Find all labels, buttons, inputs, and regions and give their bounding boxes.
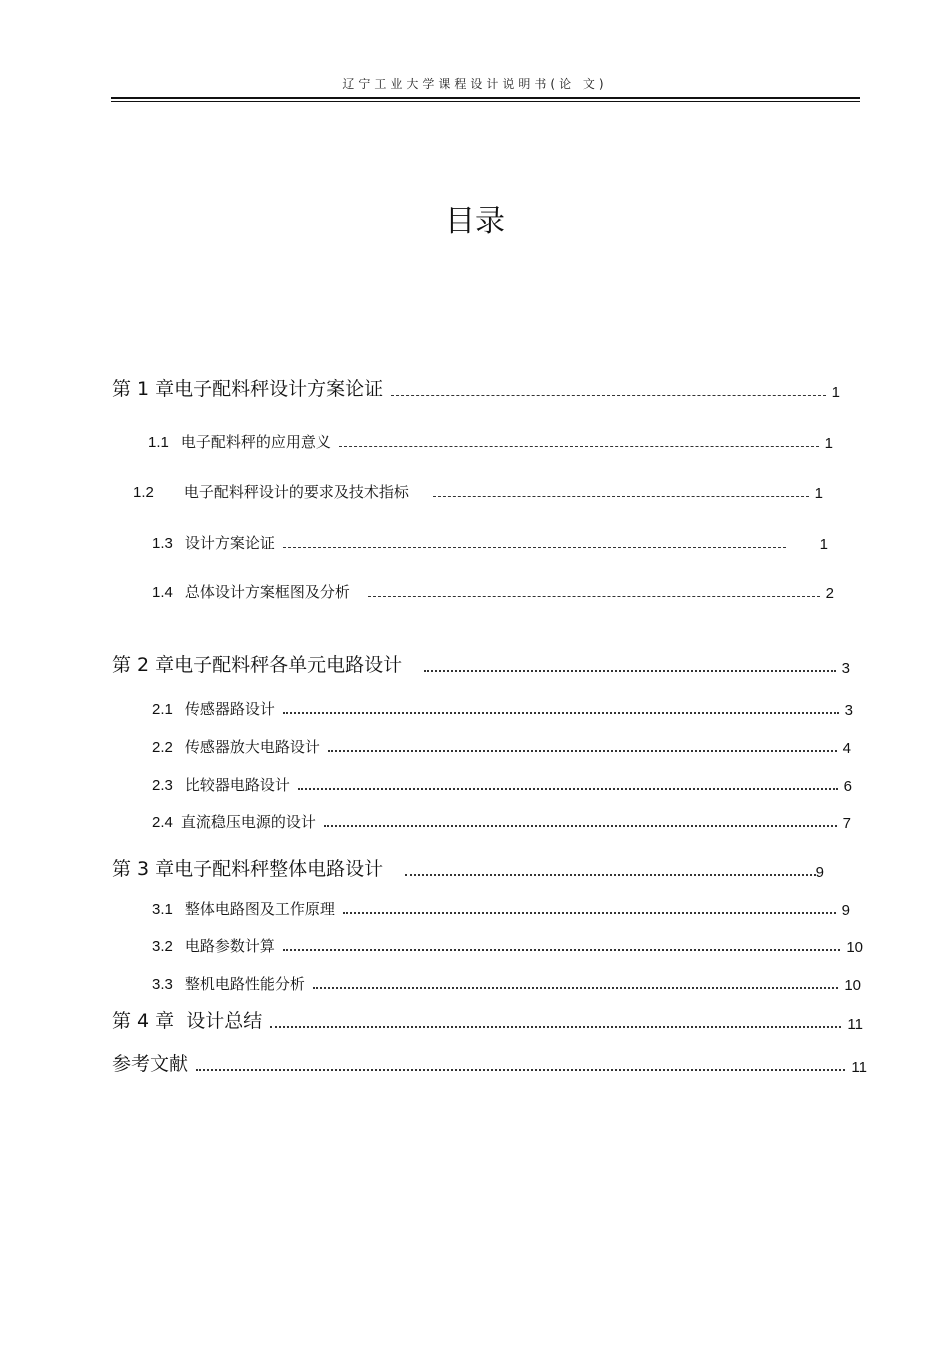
toc-leader bbox=[270, 1026, 841, 1028]
toc-page: 4 bbox=[842, 740, 851, 757]
toc-number: 3.2 bbox=[152, 938, 173, 955]
toc-label: 电路参数计算 bbox=[184, 937, 275, 955]
toc-label: 第 2 章电子配料秤各单元电路设计 bbox=[112, 654, 403, 676]
toc-number: 2.2 bbox=[152, 739, 173, 756]
toc-entry-ch4[interactable] bbox=[112, 1009, 863, 1033]
toc-entry-references[interactable] bbox=[112, 1052, 867, 1076]
toc-label: 第 4 章 设计总结 bbox=[112, 1010, 263, 1032]
toc-leader bbox=[283, 949, 840, 951]
toc-entry-3-3[interactable] bbox=[152, 970, 861, 994]
toc-entry-3-1[interactable] bbox=[152, 895, 850, 919]
toc-number: 1.3 bbox=[152, 535, 173, 552]
toc-number: 3.1 bbox=[152, 901, 173, 918]
toc-label: 传感器路设计 bbox=[184, 700, 275, 718]
toc-label: 整机电路性能分析 bbox=[184, 975, 305, 993]
toc-page: 1 bbox=[819, 536, 828, 553]
toc-leader bbox=[405, 874, 815, 876]
toc-entry-2-1[interactable] bbox=[152, 695, 853, 719]
toc-page: 3 bbox=[844, 702, 853, 719]
toc-label: 第 1 章电子配料秤设计方案论证 bbox=[112, 378, 384, 400]
toc-leader bbox=[324, 825, 837, 827]
toc-entry-2-4[interactable] bbox=[152, 808, 851, 832]
toc-leader bbox=[196, 1069, 845, 1071]
toc-page: 3 bbox=[841, 660, 850, 677]
toc-number: 1.2 bbox=[133, 484, 154, 501]
toc-label: 传感器放大电路设计 bbox=[184, 738, 320, 756]
toc-label: 直流稳压电源的设计 bbox=[180, 813, 316, 831]
toc-leader bbox=[313, 987, 838, 989]
toc-page: 9 bbox=[815, 864, 824, 881]
toc-number: 2.1 bbox=[152, 701, 173, 718]
toc-leader bbox=[433, 496, 809, 497]
toc-leader bbox=[424, 670, 835, 672]
toc-label: 第 3 章电子配料秤整体电路设计 bbox=[112, 858, 384, 880]
toc-leader bbox=[298, 788, 838, 790]
toc-page: 1 bbox=[824, 435, 833, 452]
header-rule-thin bbox=[111, 101, 860, 102]
toc-leader bbox=[328, 750, 837, 752]
toc-label: 整体电路图及工作原理 bbox=[184, 900, 335, 918]
toc-page: 10 bbox=[846, 939, 863, 956]
toc-page: 10 bbox=[844, 977, 861, 994]
toc-number: 2.3 bbox=[152, 777, 173, 794]
toc-number: 2.4 bbox=[152, 814, 173, 831]
toc-entry-2-3[interactable] bbox=[152, 771, 852, 795]
toc-page: 9 bbox=[841, 902, 850, 919]
toc-entry-1-1[interactable] bbox=[148, 428, 833, 452]
toc-number: 3.3 bbox=[152, 976, 173, 993]
toc-entry-1-2[interactable] bbox=[133, 478, 823, 502]
toc-entry-1-4[interactable] bbox=[152, 578, 834, 602]
toc-entry-ch1[interactable] bbox=[112, 377, 840, 401]
toc-label: 电子配料秤的应用意义 bbox=[180, 433, 331, 451]
toc-entry-3-2[interactable] bbox=[152, 932, 863, 956]
toc-page: 6 bbox=[843, 778, 852, 795]
page-title: 目录 bbox=[445, 204, 505, 239]
toc-leader bbox=[283, 547, 786, 548]
toc-label: 总体设计方案框图及分析 bbox=[184, 583, 350, 601]
toc-entry-ch2[interactable] bbox=[112, 653, 850, 677]
toc-number: 1.1 bbox=[148, 434, 169, 451]
toc-label: 比较器电路设计 bbox=[184, 776, 290, 794]
running-header: 辽宁工业大学课程设计说明书(论 文) bbox=[342, 77, 608, 91]
toc-label: 设计方案论证 bbox=[184, 534, 275, 552]
toc-entry-1-3[interactable] bbox=[152, 529, 828, 553]
toc-page: 1 bbox=[831, 384, 840, 401]
toc-leader bbox=[339, 446, 819, 447]
toc-page: 1 bbox=[814, 485, 823, 502]
toc-number: 1.4 bbox=[152, 584, 173, 601]
toc-label: 电子配料秤设计的要求及技术指标 bbox=[183, 483, 409, 501]
toc-leader bbox=[343, 912, 836, 914]
header-rule-thick bbox=[111, 97, 860, 99]
toc-page: 7 bbox=[842, 815, 851, 832]
toc-entry-ch3[interactable] bbox=[112, 857, 824, 881]
toc-page: 11 bbox=[847, 1016, 863, 1033]
toc-leader bbox=[391, 395, 825, 396]
toc-page: 11 bbox=[851, 1059, 867, 1076]
toc-label: 参考文献 bbox=[112, 1053, 189, 1075]
toc-entry-2-2[interactable] bbox=[152, 733, 851, 757]
toc-leader bbox=[283, 712, 839, 714]
toc-leader bbox=[368, 596, 820, 597]
toc-page: 2 bbox=[825, 585, 834, 602]
